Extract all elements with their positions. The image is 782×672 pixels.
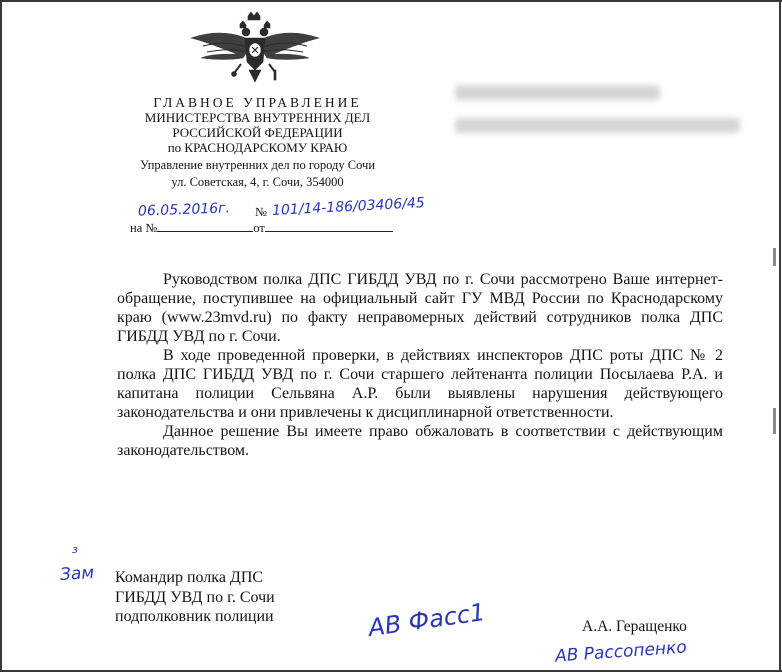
redacted-addressee — [455, 118, 740, 133]
signature-position-line: Командир полка ДПС — [115, 569, 264, 586]
scan-edge-mark — [773, 408, 776, 434]
letterhead-line: по КРАСНОДАРСКОМУ КРАЮ — [167, 140, 348, 155]
redacted-addressee — [455, 85, 660, 100]
registration-number-label: № — [255, 205, 267, 219]
blank-line — [265, 220, 393, 232]
signature-position-line: ГИБДД УВД по г. Сочи — [115, 588, 275, 606]
body-paragraph: В ходе проведенной проверки, в действиях инспекторов ДПС роты ДПС № 2 полка ДПС ГИБДД УВД по г. Сочи старшего лейтенанта полиции Посылаева Р.А. и капитана полиции Сельвяна А.Р. были выявлены нарушения действующего законодательства и они привлечены к дисциплинарной ответственности. — [117, 347, 723, 421]
letterhead-line: Управление внутренних дел по городу Сочи — [139, 158, 376, 172]
letterhead — [120, 95, 395, 190]
blank-line — [157, 220, 253, 232]
signatory-name: А.А. Геращенко — [582, 618, 687, 635]
handwritten-number: 101/14-186/03406/45 — [271, 195, 426, 219]
reply-prefix: на № — [130, 221, 158, 235]
page-border-left — [0, 0, 2, 672]
handwritten-acting-prefix: Зам — [59, 562, 95, 586]
scan-edge-mark — [773, 248, 776, 266]
page-border-top — [0, 0, 782, 2]
letterhead-line: МИНИСТЕРСТВА ВНУТРЕННИХ ДЕЛ — [144, 110, 371, 125]
letterhead-line: ул. Советская, 4, г. Сочи, 354000 — [171, 175, 344, 189]
eagle-emblem-icon — [185, 8, 325, 86]
letterhead-line: РОССИЙСКОЙ ФЕДЕРАЦИИ — [172, 125, 343, 140]
handwritten-acting-name: АВ Рассопенко — [554, 637, 688, 667]
letterhead-line: ГЛАВНОЕ УПРАВЛЕНИЕ — [153, 95, 362, 110]
body-paragraph: Данное решение Вы имеете право обжаловать в соответствии с действующим законодательством. — [117, 423, 723, 459]
page-border-right — [779, 0, 781, 672]
letter-body — [117, 270, 723, 460]
handwritten-date: 06.05.2016г. — [137, 200, 231, 220]
reply-reference — [130, 220, 393, 236]
handwritten-signature: АВ Фасс1 — [366, 597, 487, 643]
reply-from: от — [253, 221, 265, 235]
handwritten-superscript: з — [72, 543, 78, 556]
signature-position-line: подполковник полиции — [115, 608, 274, 625]
body-paragraph: Руководством полка ДПС ГИБДД УВД по г. Сочи рассмотрено Ваше интернет-обращение, поступившее на официальный сайт ГУ МВД России по Краснодарскому краю (www.23mvd.ru) по факту неправомерных действий сотрудников полка ДПС ГИБДД УВД по г. Сочи. — [117, 271, 723, 345]
signature-position — [115, 568, 275, 627]
